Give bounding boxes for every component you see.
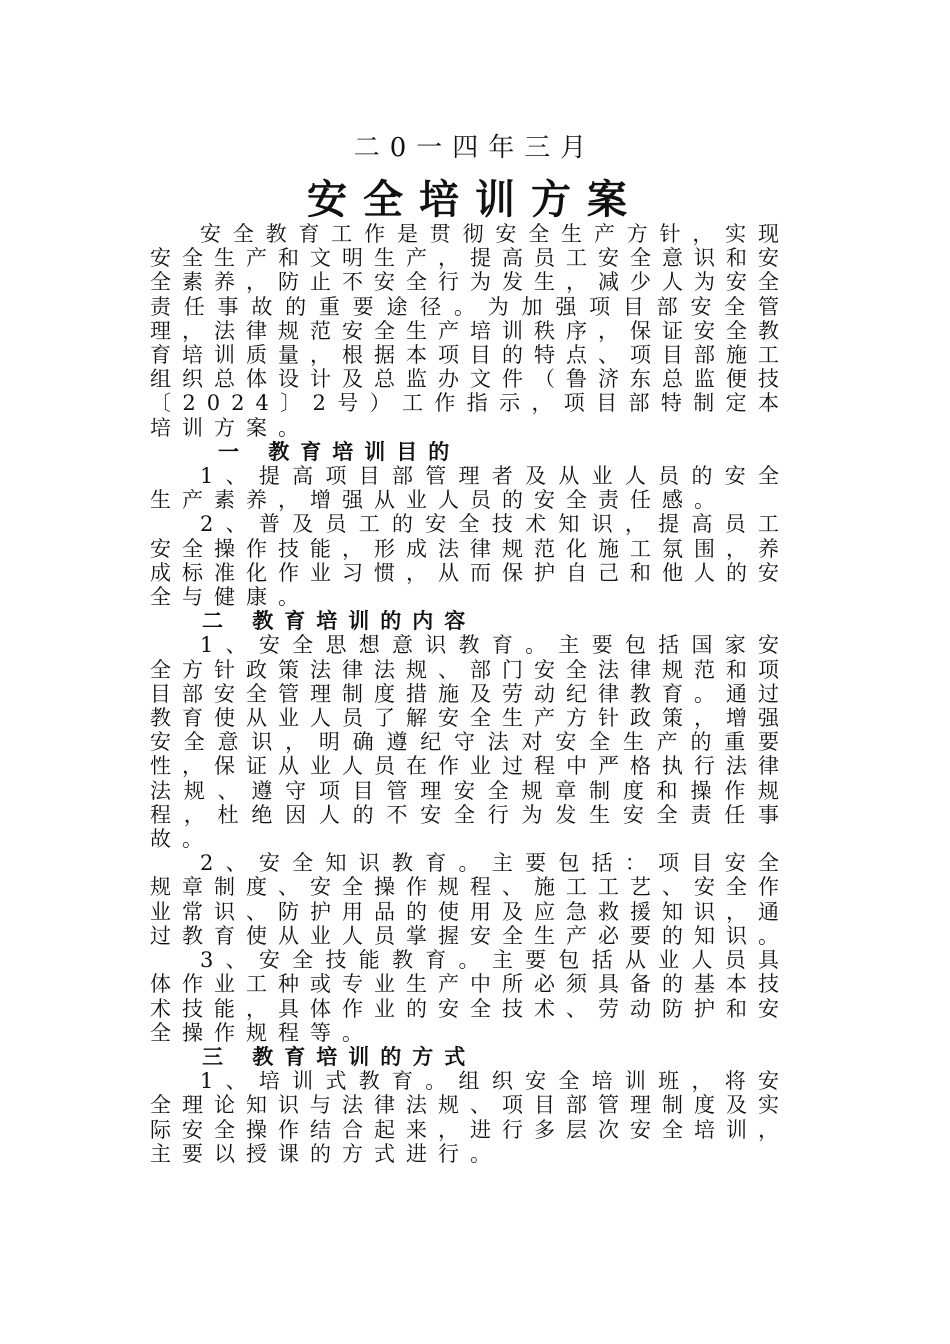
document-body	[150, 222, 790, 1166]
section-heading-purpose: 一 教育培训目的	[218, 438, 461, 464]
section-heading-method: 三 教育培训的方式	[202, 1043, 477, 1069]
section-heading-content: 二 教育培训的内容	[202, 608, 477, 634]
section-paragraph: 2、普及员工的安全技术知识，提高员工安全操作技能，形成法律规范化施工氛围，养成标准化作业习惯，从而保护自己和他人的安全与健康。	[150, 512, 790, 610]
section-paragraph: 1、培训式教育。组织安全培训班，将安全理论知识与法律法规、项目部管理制度及实际安全操作结合起来，进行多层次安全培训，主要以授课的方式进行。	[150, 1069, 790, 1166]
section-paragraph: 1、安全思想意识教育。主要包括国家安全方针政策法律法规、部门安全法律规范和项目部安全管理制度措施及劳动纪律教育。通过教育使从业人员了解安全生产方针政策，增强安全意识，明确遵纪守法对安全生产的重要性，保证从业人员在作业过程中严格执行法律法规、遵守项目管理安全规章制度和操作规程，杜绝因人的不安全行为发生安全责任事故。	[150, 633, 790, 852]
date-line: 二0一四年三月	[353, 133, 597, 163]
section-paragraph: 3、安全技能教育。主要包括从业人员具体作业工种或专业生产中所必须具备的基本技术技能，具体作业的安全技术、劳动防护和安全操作规程等。	[150, 948, 790, 1045]
section-paragraph: 1、提高项目部管理者及从业人员的安全生产素养，增强从业人员的安全责任感。	[150, 464, 790, 513]
document-title: 安全培训方案	[307, 176, 643, 223]
section-paragraph: 2、安全知识教育。主要包括：项目安全规章制度、安全操作规程、施工工艺、安全作业常识、防护用品的使用及应急救援知识，通过教育使从业人员掌握安全生产必要的知识。	[150, 851, 790, 948]
intro-paragraph: 安全教育工作是贯彻安全生产方针，实现安全生产和文明生产，提高员工安全意识和安全素养，防止不安全行为发生，减少人为安全责任事故的重要途径。为加强项目部安全管理，法律规范安全生产培训秩序，保证安全教育培训质量，根据本项目的特点、项目部施工组织总体设计及总监办文件（鲁济东总监便技〔2024〕2号）工作指示，项目部特制定本培训方案。	[150, 222, 790, 440]
